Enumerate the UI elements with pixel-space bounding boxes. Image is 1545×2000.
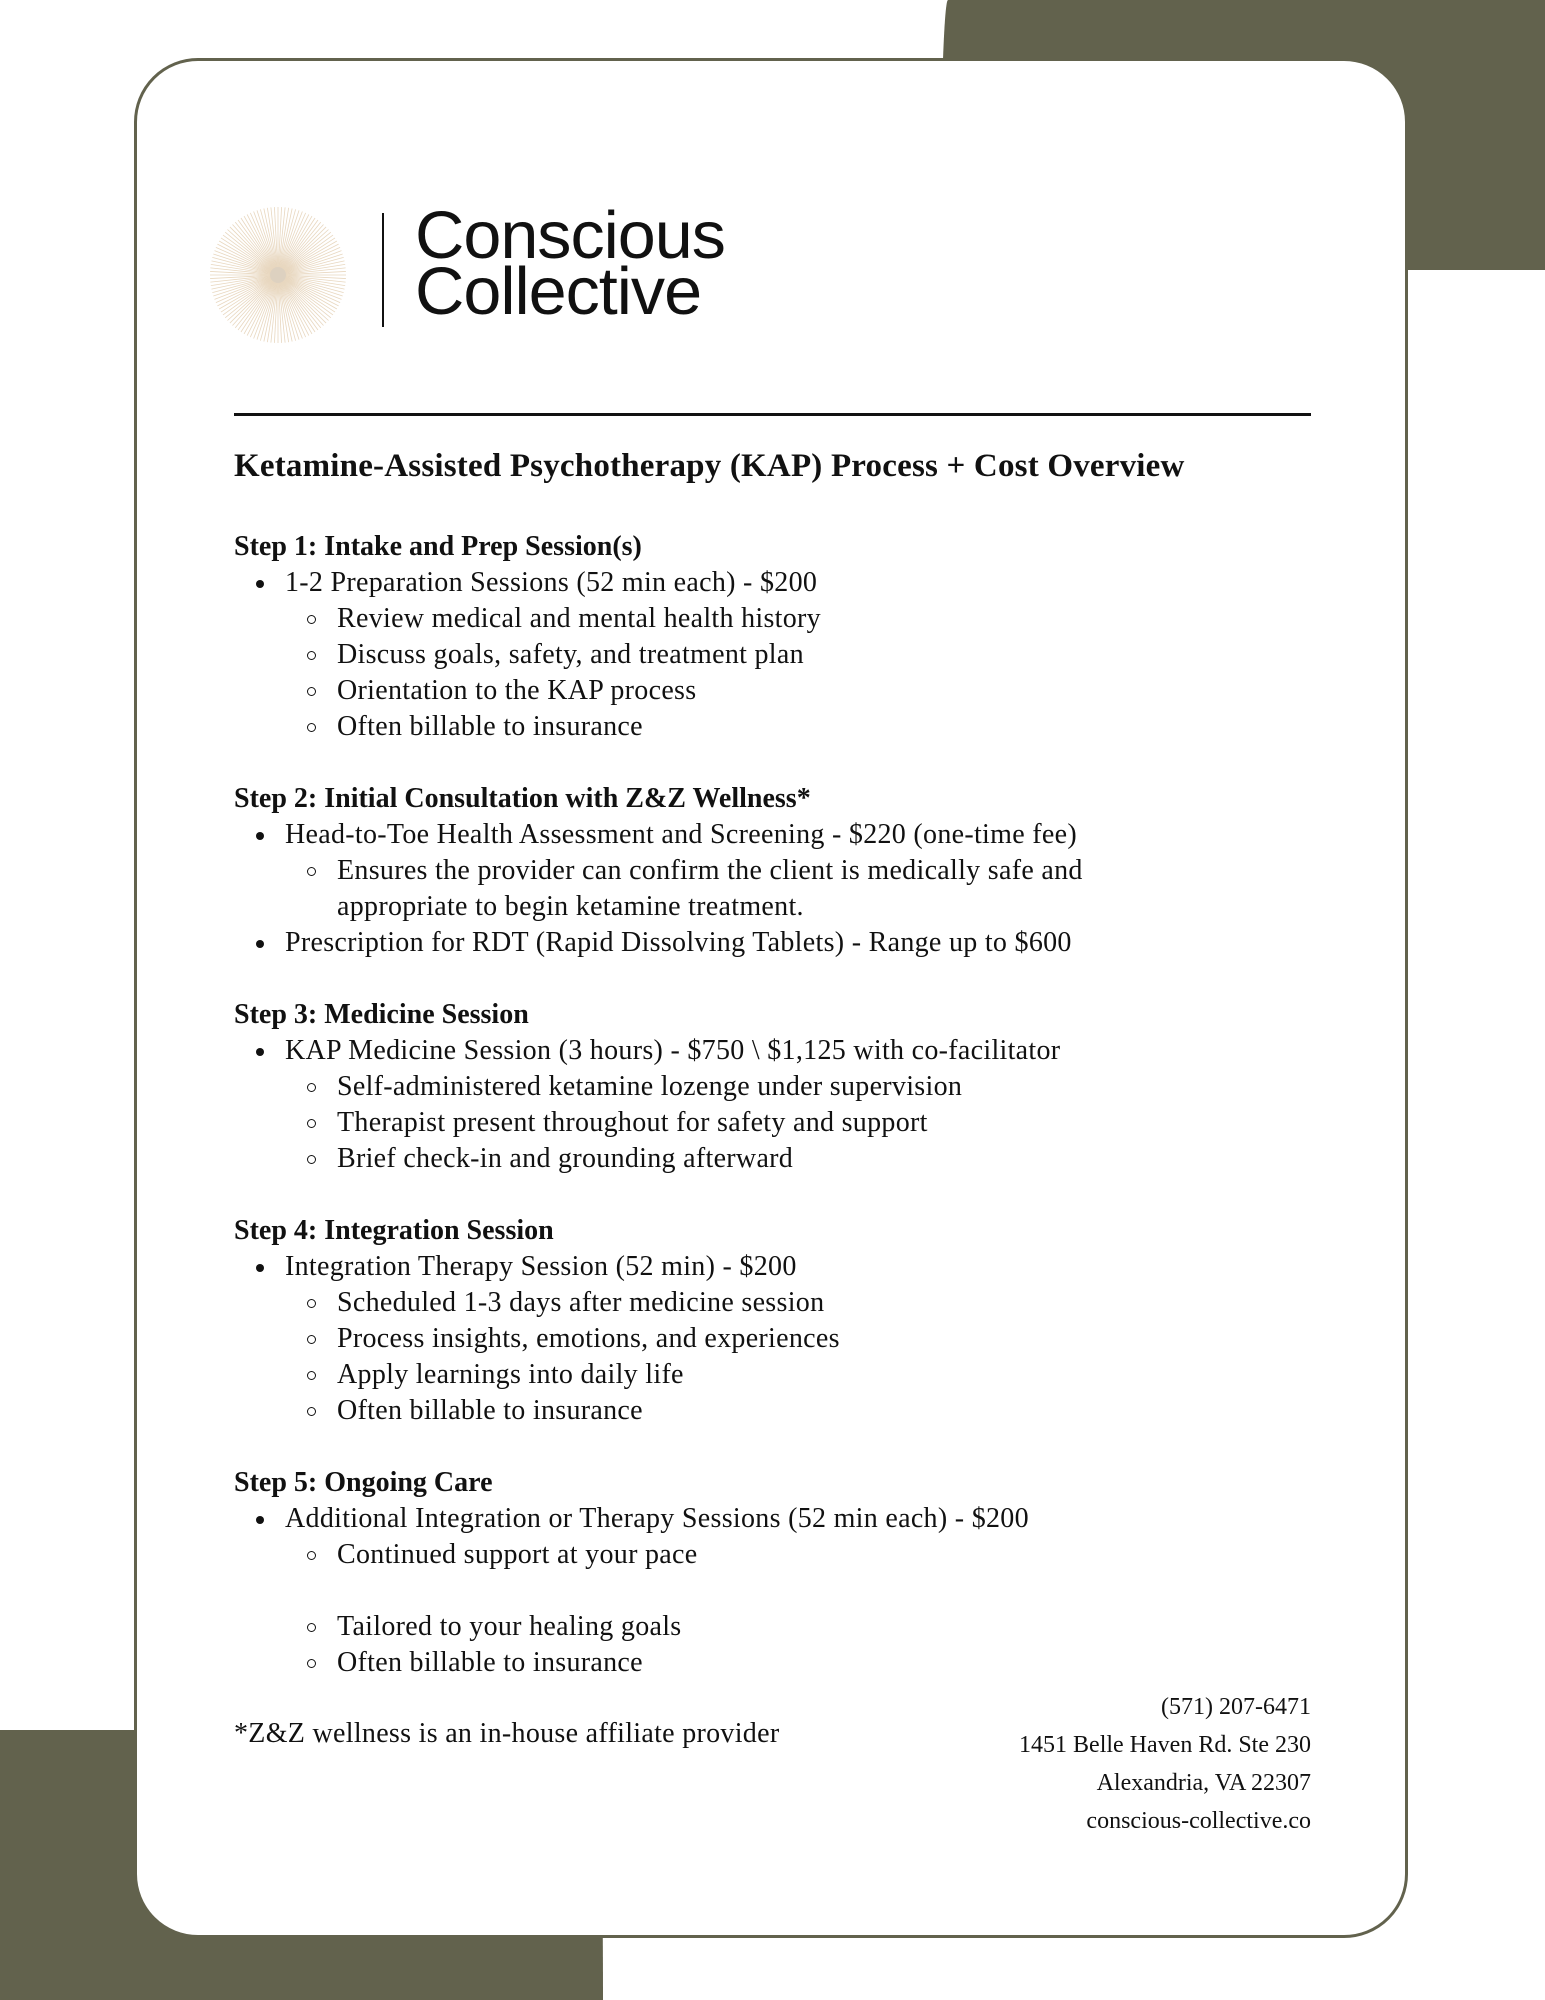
- bullet-item: Integration Therapy Session (52 min) - $200: [234, 1249, 1314, 1285]
- sub-bullet-item: Scheduled 1-3 days after medicine session: [234, 1285, 1314, 1321]
- sub-bullet-item: Review medical and mental health history: [234, 601, 1314, 637]
- sub-bullet-item: Therapist present throughout for safety and support: [234, 1105, 1314, 1141]
- spacer: [234, 1573, 1314, 1609]
- bullet-item: Prescription for RDT (Rapid Dissolving Tablets) - Range up to $600: [234, 925, 1314, 961]
- sub-bullet-item: Process insights, emotions, and experiences: [234, 1321, 1314, 1357]
- process-steps: [234, 529, 1314, 1681]
- sub-bullet-item: Continued support at your pace: [234, 1537, 1314, 1573]
- brand-line-2: Collective: [415, 254, 702, 329]
- step-heading: Step 5: Ongoing Care: [234, 1467, 493, 1498]
- step-heading: Step 1: Intake and Prep Session(s): [234, 531, 642, 562]
- sub-bullet-item: Apply learnings into daily life: [234, 1357, 1314, 1393]
- sub-bullet-item: Ensures the provider can confirm the client is medically safe and: [234, 853, 1314, 889]
- brand-logo-text: [415, 198, 725, 329]
- bullet-item: 1-2 Preparation Sessions (52 min each) - $200: [234, 565, 1314, 601]
- page-title: Ketamine-Assisted Psychotherapy (KAP) Process + Cost Overview: [234, 448, 1185, 484]
- sunburst-center: [270, 267, 286, 283]
- brand-line-1: Conscious: [415, 198, 725, 273]
- sub-bullet-item: Discuss goals, safety, and treatment plan: [234, 637, 1314, 673]
- step-heading: Step 2: Initial Consultation with Z&Z Wellness*: [234, 783, 811, 814]
- step-heading: Step 4: Integration Session: [234, 1215, 554, 1246]
- sub-bullet-item: Brief check-in and grounding afterward: [234, 1141, 1314, 1177]
- footnote: *Z&Z wellness is an in-house affiliate provider: [234, 1718, 780, 1749]
- logo-divider: [382, 213, 384, 327]
- contact-address-line-1: 1451 Belle Haven Rd. Ste 230: [1019, 1732, 1311, 1758]
- sub-bullet-item: Self-administered ketamine lozenge under supervision: [234, 1069, 1314, 1105]
- sub-bullet-item: Often billable to insurance: [234, 1645, 1314, 1681]
- sub-bullet-item: Often billable to insurance: [234, 709, 1314, 745]
- sunburst-logo-icon: [208, 205, 348, 345]
- bullet-item: KAP Medicine Session (3 hours) - $750 \ $1,125 with co-facilitator: [234, 1033, 1314, 1069]
- spacer: [234, 961, 1314, 997]
- step-heading: Step 3: Medicine Session: [234, 999, 529, 1030]
- spacer: [234, 745, 1314, 781]
- sub-bullet-item: appropriate to begin ketamine treatment.: [337, 891, 804, 922]
- bullet-item: Additional Integration or Therapy Sessions (52 min each) - $200: [234, 1501, 1314, 1537]
- header-divider: [234, 413, 1311, 416]
- bullet-item: Head-to-Toe Health Assessment and Screening - $220 (one-time fee): [234, 817, 1314, 853]
- sub-bullet-item: Orientation to the KAP process: [234, 673, 1314, 709]
- spacer: [234, 1429, 1314, 1465]
- spacer: [234, 1177, 1314, 1213]
- contact-phone: (571) 207-6471: [1161, 1694, 1311, 1720]
- contact-website[interactable]: conscious-collective.co: [1086, 1808, 1311, 1834]
- contact-info: [1019, 1688, 1311, 1840]
- sub-bullet-item: Tailored to your healing goals: [234, 1609, 1314, 1645]
- contact-address-line-2: Alexandria, VA 22307: [1096, 1770, 1311, 1796]
- sub-bullet-item: Often billable to insurance: [234, 1393, 1314, 1429]
